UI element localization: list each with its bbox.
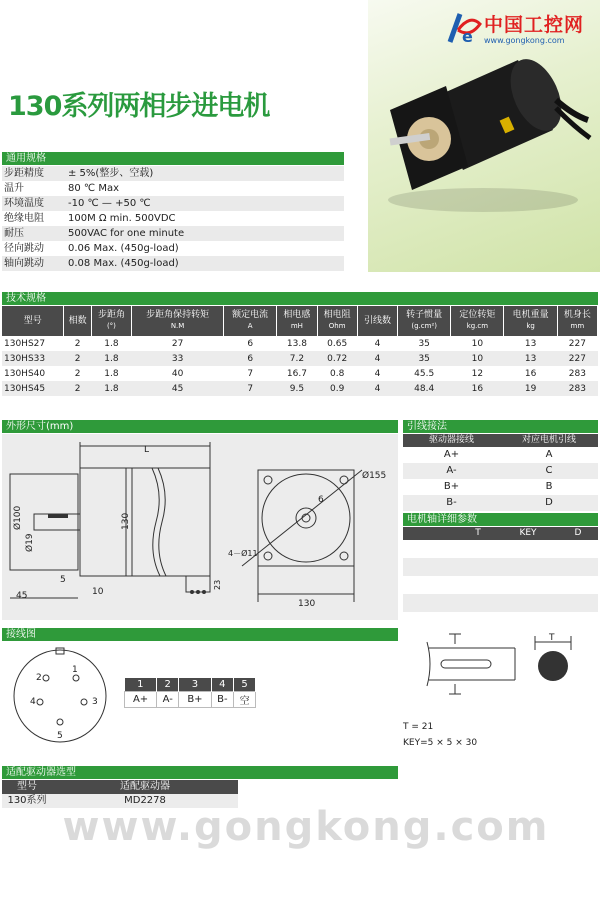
- table-cell: 227: [568, 338, 586, 349]
- table-cell: 45: [132, 381, 224, 396]
- pin-5-label: 5: [57, 731, 63, 741]
- table-cell: 33: [132, 351, 224, 366]
- tech-col-title: 型号: [23, 315, 42, 326]
- general-spec-row: [2, 226, 344, 241]
- pin-signal-cell: A-: [157, 691, 179, 707]
- general-spec-value: ± 5%(整步、空载): [68, 168, 154, 179]
- tech-col-unit: Ohm: [328, 322, 346, 330]
- general-spec-key: 温升: [4, 183, 24, 194]
- leads-motor-lead: B: [545, 481, 553, 492]
- table-cell: 7: [247, 368, 254, 379]
- table-cell: 0.72: [317, 351, 357, 366]
- table-cell: 19: [504, 381, 557, 396]
- table-cell: 4: [357, 381, 397, 396]
- general-spec-value: -10 ℃ — +50 ℃: [68, 198, 151, 209]
- leads-col1: 驱动器接线: [428, 435, 474, 445]
- table-cell: 227: [557, 351, 597, 366]
- dim-d100-label: Ø100: [13, 505, 23, 530]
- site-logo[interactable]: [440, 8, 600, 48]
- tech-spec-header-row: [2, 306, 598, 336]
- table-cell: 16.7: [286, 368, 307, 379]
- table-cell: 10: [451, 351, 504, 366]
- tech-col-header: [2, 306, 64, 336]
- general-spec-header: 通用规格: [2, 152, 344, 165]
- tech-col-unit: (°): [106, 322, 116, 330]
- tech-col-title: 转子惯量: [406, 310, 443, 320]
- table-cell: 130HS33: [2, 351, 64, 366]
- general-spec-key: 轴向跳动: [4, 258, 44, 269]
- tech-col-unit: kg: [526, 322, 535, 330]
- tech-col-unit: mH: [290, 322, 303, 330]
- general-spec-value: 0.08 Max. (450g-load): [68, 258, 179, 269]
- table-cell: 1.8: [91, 381, 131, 396]
- tech-col-header: [398, 306, 451, 336]
- logo-cn-text: 中国工控网: [484, 14, 585, 36]
- general-spec-row: [2, 196, 344, 211]
- general-spec-row: [2, 211, 344, 226]
- logo-url-text: www.gongkong.com: [484, 36, 565, 45]
- tech-col-header: [557, 306, 597, 336]
- table-cell: 27: [171, 338, 184, 349]
- general-spec-value: 100M Ω min. 500VDC: [68, 213, 176, 224]
- svg-text:e: e: [462, 27, 473, 46]
- tech-spec-header: 技术规格: [2, 292, 598, 305]
- tech-col-title: 相电感: [283, 310, 311, 320]
- table-cell: 2: [64, 351, 91, 366]
- pin-number-cell: 2: [157, 678, 179, 691]
- pin-signal-cell: 空: [234, 691, 256, 707]
- leads-header: 引线接法: [403, 420, 598, 433]
- pin-number-cell: 1: [125, 678, 157, 691]
- tech-spec-table: [2, 306, 598, 396]
- leads-row: [403, 463, 598, 479]
- dim-10-label: 10: [92, 587, 104, 597]
- pin-number-cell: 3: [179, 678, 211, 691]
- tech-col-title: 引线数: [363, 315, 391, 326]
- tech-col-title: 额定电流: [232, 310, 269, 320]
- pin-signal-row: [125, 691, 256, 707]
- table-cell: 13: [504, 351, 557, 366]
- table-cell: 6: [247, 338, 254, 349]
- dim-23-label: 23: [213, 579, 222, 590]
- shaft-table-body: [403, 540, 598, 612]
- pin-signal-cell: B-: [211, 691, 234, 707]
- dim-45-label: 45: [16, 591, 28, 601]
- table-row: [2, 351, 598, 366]
- leads-table: [403, 447, 598, 511]
- tech-col-title: 相电阻: [323, 310, 351, 320]
- dim-d155-label: Ø155: [362, 471, 387, 481]
- table-row: [2, 336, 598, 351]
- watermark: www.gongkong.com: [62, 804, 550, 850]
- shaft-col-d: D: [574, 528, 582, 538]
- leads-col-header-row: [403, 434, 598, 447]
- table-cell: 35: [418, 338, 430, 349]
- table-cell: 13: [524, 338, 537, 349]
- leads-motor-lead: A: [545, 449, 553, 460]
- tech-col-unit: A: [247, 322, 253, 330]
- table-cell: 2: [64, 381, 91, 396]
- tech-col-header: [317, 306, 357, 336]
- table-cell: 9.5: [277, 381, 317, 396]
- driver-col2: 适配驱动器: [120, 781, 170, 792]
- pin-signal-table: [124, 678, 256, 708]
- tech-col-title: 相数: [68, 315, 87, 326]
- table-cell: 4: [374, 338, 381, 349]
- tech-col-header: [64, 306, 91, 336]
- leads-driver-pin: B+: [443, 481, 460, 492]
- general-spec-value: 500VAC for one minute: [68, 228, 185, 239]
- dim-130v-label: 130: [121, 512, 131, 530]
- leads-driver-pin: A-: [446, 465, 457, 476]
- table-cell: 16: [524, 368, 537, 379]
- table-cell: 16: [451, 381, 504, 396]
- shaft-col-t: T: [475, 528, 481, 538]
- table-cell: 283: [568, 368, 586, 379]
- table-cell: 13.8: [286, 338, 307, 349]
- table-cell: 1.8: [91, 351, 131, 366]
- tech-col-header: [504, 306, 557, 336]
- pin-number-cell: 5: [234, 678, 256, 691]
- shaft-note-t: T = 21: [403, 722, 434, 732]
- table-cell: 45.5: [414, 368, 435, 379]
- shaft-note-key: KEY=5 × 5 × 30: [403, 738, 478, 748]
- general-spec-row: [2, 256, 344, 271]
- connector-diagram: [2, 642, 122, 752]
- table-cell: 7: [224, 381, 277, 396]
- general-spec-key: 径向跳动: [4, 243, 44, 254]
- table-cell: 2: [74, 368, 81, 379]
- leads-col2: 对应电机引线: [521, 435, 576, 445]
- table-cell: 7.2: [277, 351, 317, 366]
- tech-col-unit: N.M: [170, 322, 185, 330]
- driver-header: 适配驱动器选型: [2, 766, 398, 779]
- driver-model: 130系列: [7, 795, 47, 806]
- table-cell: 12: [471, 368, 484, 379]
- pin-4-label: 4: [30, 697, 36, 707]
- table-cell: 0.8: [330, 368, 345, 379]
- table-cell: 35: [398, 351, 451, 366]
- pin-2-label: 2: [36, 673, 42, 683]
- tech-col-title: 电机重量: [512, 310, 549, 320]
- shaft-col-key: KEY: [519, 528, 537, 538]
- table-cell: 0.9: [317, 381, 357, 396]
- table-cell: 283: [557, 381, 597, 396]
- general-spec-key: 绝缘电阻: [4, 213, 44, 224]
- general-spec-value: 0.06 Max. (450g-load): [68, 243, 179, 254]
- general-spec-value: 80 ℃ Max: [68, 183, 119, 194]
- dimension-drawing: [2, 434, 398, 620]
- table-row: [2, 366, 598, 381]
- dim-5-label: 5: [60, 575, 66, 585]
- dim-130h-label: 130: [298, 599, 316, 609]
- table-cell: 40: [171, 368, 184, 379]
- tech-col-header: [451, 306, 504, 336]
- pin-number-row: [125, 678, 256, 691]
- driver-name: MD2278: [124, 795, 166, 806]
- driver-col-header-row: [2, 780, 238, 794]
- tech-col-title: 步距角: [97, 310, 125, 320]
- general-spec-row: [2, 166, 344, 181]
- page-title: 130系列两相步进电机: [8, 91, 270, 122]
- tech-col-title: 定位转矩: [459, 310, 496, 320]
- table-cell: 130HS40: [4, 368, 46, 379]
- general-spec-row: [2, 181, 344, 196]
- table-cell: 4: [357, 351, 397, 366]
- table-cell: 6: [224, 351, 277, 366]
- table-cell: 4: [374, 368, 381, 379]
- general-spec-key: 环境温度: [4, 198, 44, 209]
- table-cell: 2: [74, 338, 81, 349]
- pin-number-cell: 4: [211, 678, 234, 691]
- dim-holes-label: 4－Ø11: [228, 549, 258, 558]
- tech-col-header: [357, 306, 397, 336]
- leads-driver-pin: A+: [443, 449, 460, 460]
- general-spec-key: 步距精度: [4, 168, 44, 179]
- shaft-drawing: [403, 628, 598, 698]
- tech-col-header: [224, 306, 277, 336]
- tech-col-unit: mm: [570, 322, 585, 330]
- general-spec-row: [2, 241, 344, 256]
- tech-col-header: [277, 306, 317, 336]
- leads-driver-pin: B-: [446, 497, 457, 508]
- pin-1-label: 1: [72, 665, 78, 675]
- table-cell: 10: [471, 338, 484, 349]
- leads-row: [403, 479, 598, 495]
- table-cell: 0.65: [327, 338, 348, 349]
- table-cell: 48.4: [398, 381, 451, 396]
- leads-row: [403, 447, 598, 463]
- table-row: [2, 381, 598, 396]
- general-spec-key: 耐压: [4, 228, 24, 239]
- dimensions-header: 外形尺寸(mm): [2, 420, 398, 433]
- pin-signal-cell: B+: [179, 691, 211, 707]
- table-cell: 130HS27: [4, 338, 46, 349]
- general-spec-list: [2, 166, 344, 271]
- tech-col-header: [132, 306, 224, 336]
- shaft-col-header-row: [403, 527, 598, 540]
- pin-3-label: 3: [92, 697, 98, 707]
- dim-L-label: L: [144, 445, 150, 455]
- pin-signal-cell: A+: [125, 691, 157, 707]
- tech-col-unit: kg.cm: [466, 322, 489, 330]
- tech-col-title: 步距角保持转矩: [146, 310, 210, 320]
- shaft-header: 电机轴详细参数: [403, 513, 598, 526]
- driver-col1: 型号: [17, 781, 37, 792]
- logo-mark-icon: [440, 8, 482, 48]
- table-cell: 130HS45: [2, 381, 64, 396]
- tech-col-header: [91, 306, 131, 336]
- leads-motor-lead: C: [545, 465, 553, 476]
- leads-row: [403, 495, 598, 511]
- leads-motor-lead: D: [545, 497, 553, 508]
- table-cell: 1.8: [104, 368, 119, 379]
- wiring-header: 接线图: [2, 628, 398, 641]
- tech-col-title: 机身长: [563, 310, 591, 320]
- dim-d19-label: Ø19: [25, 533, 35, 552]
- dim-6-label: 6: [318, 495, 324, 505]
- table-cell: 1.8: [104, 338, 119, 349]
- tech-col-unit: (g.cm²): [411, 322, 437, 330]
- shaft-t-label: T: [549, 633, 555, 643]
